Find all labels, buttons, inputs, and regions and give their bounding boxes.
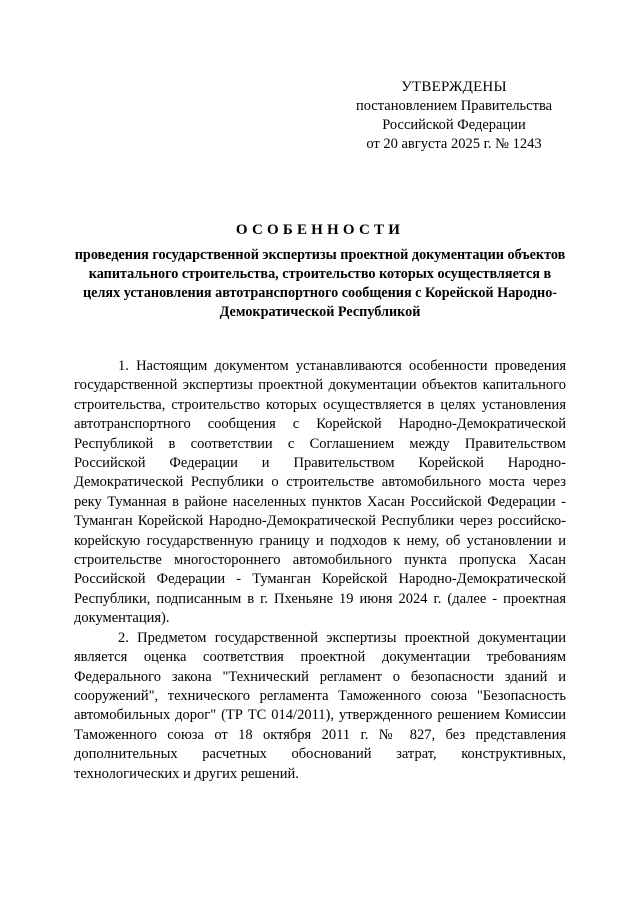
approval-line-1: постановлением Правительства [355,98,553,114]
paragraph-1: 1. Настоящим документом устанавливаются особенности проведения государственной экспертизы проектной документации объектов капитального строительства, строительство которых осуществляется в целях установления автотранспортного сообщения с Корейской Народно-Демократической Республикой в соответствии с Соглашением между Правительством Российской Федерации и Правительством Корейской Народно-Демократической Республики о строительстве автомобильного моста через реку Туманная в районе населенных пунктов Хасан Российской Федерации - Туманган Корейской Народно-Демократической Республики через российско-корейскую государственную границу и подходов к нему, об установлении и строительстве многостороннего автомобильного пункта пропуска Хасан Российской Федерации - Туманган Корейской Народно-Демократической Республики, подписанным в г. Пхеньяне 19 июня 2024 г. (далее - проектная документация). [74,358,566,627]
approval-heading: УТВЕРЖДЕНЫ [401,79,507,95]
approval-line-3: от 20 августа 2025 г. № 1243 [366,136,542,152]
document-body [74,357,566,784]
paragraph-2: 2. Предметом государственной экспертизы проектной документации является оценка соответствия проектной документации требованиям Федерального закона "Технический регламент о безопасности зданий и сооружений", технического регламента Таможенного союза "Безопасность автомобильных дорог" (ТР ТС 014/2011), утвержденного решением Комиссии Таможенного союза от 18 октября 2011 г. № 827, без представления дополнительных расчетных обоснований затрат, конструктивных, технологических и других решений. [74,629,566,782]
approval-line-2: Российской Федерации [382,117,526,133]
document-title: ОСОБЕННОСТИ [235,222,405,238]
approval-stamp [340,78,568,154]
document-subtitle: проведения государственной экспертизы проектной документации объектов капитального строительства, строительство которых осуществляется в целях установления автотранспортного сообщения с Корейской Народно-Демократической Республикой [74,247,566,320]
